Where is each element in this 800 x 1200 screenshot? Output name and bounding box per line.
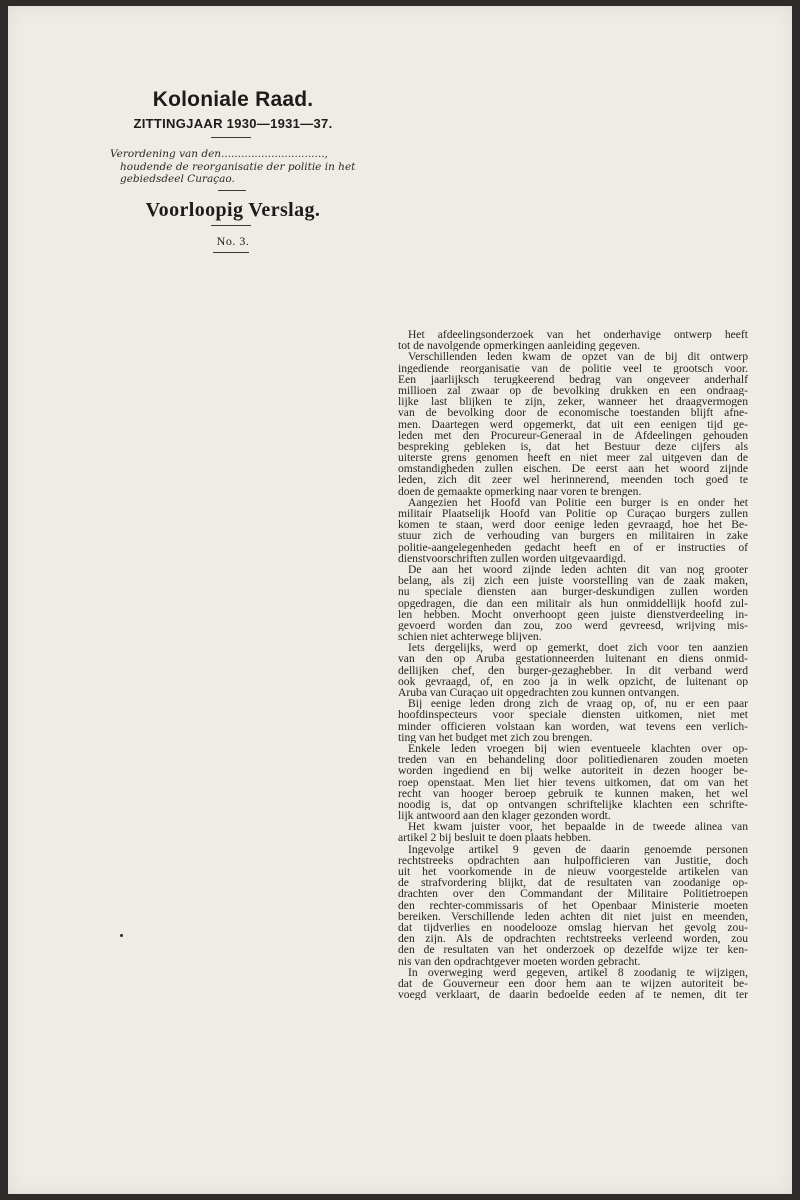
- body-text-line: ting van het budget met zich zou brengen.: [398, 731, 593, 743]
- body-text-line: treden van en behandeling door politiedienaren zouden moeten: [398, 754, 748, 766]
- body-text-line: dellijken chef, den burger-gezaghebber. In dit verband werd: [398, 664, 748, 676]
- body-text-line: uiterste grens genomen heeft en niet meer zal uitgeven dan de: [398, 452, 748, 464]
- body-text-line: Iets dergelijks, werd op gemerkt, doet zich voor ten aanzien: [408, 642, 748, 654]
- body-text-line: voegd verklaart, de daarin bedoelde eeden af te nemen, dit ter: [398, 989, 748, 1001]
- divider: [213, 252, 249, 253]
- body-text-line: De aan het woord zijnde leden achten dit van nog grooter: [408, 563, 748, 576]
- body-text-line: artikel 2 bij besluit te doen plaats hebben.: [398, 832, 592, 844]
- ordinance-line: Verordening van den...............................,: [110, 148, 328, 160]
- body-text-line: lijk antwoord aan den klager gezonden wordt.: [398, 810, 611, 822]
- body-text-line: rechtstreeks opdrachten aan hulpofficieren van Justitie, doch: [398, 854, 748, 866]
- report-title: Voorloopig Verslag.: [145, 199, 321, 221]
- body-text-line: men. Daartegen werd opgemerkt, dat uit een eenigen tijd ge-: [398, 418, 748, 430]
- body-text-line: ingediende reorganisatie van de politie veel te grootsch voor.: [398, 362, 748, 374]
- body-text-line: bespreking gebleken is, dat het Bestuur deze cijfers als: [398, 440, 748, 453]
- body-text-line: hoofdinspecteurs voor speciale diensten uitkomen, niet met: [398, 709, 748, 721]
- body-text-line: van den op Aruba gestationneerden luitenant en diens onmid-: [398, 653, 748, 665]
- body-text-line: recht van hooger beroep gebruik te kunnen maken, het wel: [398, 787, 748, 799]
- body-text-line: Ingevolge artikel 9 geven de daarin genoemde personen: [408, 843, 748, 855]
- body-text-line: den rechter-commissaris of het Openbaar Ministerie moeten: [398, 899, 748, 911]
- body-text-line: stuur zich de verhouding van burgers en militairen in zake: [398, 530, 748, 542]
- body-text-line: lijke last blijken te zijn, zeker, wanneer het draagvermogen: [398, 396, 748, 408]
- body-text-line: nu speciale diensten aan burger-deskundigen zullen worden: [398, 586, 748, 598]
- document-title: Koloniale Raad.: [152, 88, 314, 111]
- body-text-line: millioen zal zwaar op de bevolking drukken en een ondraag-: [398, 384, 748, 397]
- ordinance-line: gebiedsdeel Curaçao.: [120, 173, 235, 185]
- body-text-line: roep openstaat. Men liet hier tevens uitkomen, dat om van het: [398, 776, 748, 788]
- body-text-line: opgedragen, die dan een militair als hun onmiddellijk hoofd zul-: [398, 597, 748, 609]
- report-body: [398, 329, 748, 1000]
- body-text-line: uit het voorkomende in de nieuw voorgestelde artikelen van: [398, 866, 748, 878]
- body-text-line: Enkele leden vroegen bij wien eventueele klachten over op-: [408, 742, 748, 755]
- body-text-line: leden, zich dit zeer wel herinnerend, meenden toch goed te: [398, 474, 748, 486]
- body-text-line: dienstvoorschriften zullen worden uitgevaardigd.: [398, 552, 626, 564]
- session-year: ZITTINGJAAR 1930—1931—37.: [133, 116, 333, 131]
- body-text-line: den de resultaten van het onderzoek op dezelfde wijze ter ken-: [398, 944, 748, 956]
- body-text-line: Aangezien het Hoofd van Politie een burger is en onder het: [408, 496, 748, 508]
- body-text-line: drachten over den Commandant der Militaire Politietroepen: [398, 888, 748, 900]
- body-text-line: Verschillenden leden kwam de opzet van de bij dit ontwerp: [408, 351, 748, 363]
- body-text-line: dat tijdverlies en noodelooze omslag hiervan het gevolg zou-: [398, 921, 748, 934]
- margin-mark: [120, 934, 123, 937]
- body-text-line: leden met den Procureur-Generaal in de Afdeelingen gehouden: [398, 429, 748, 441]
- body-text-line: omstandigheden zullen eischen. De eerst aan het woord zijnde: [398, 463, 748, 475]
- body-text-line: Het kwam juister voor, het bepaalde in de tweede alinea van: [408, 821, 748, 833]
- body-text-line: belang, als zij zich een juiste voorstelling van de zaak maken,: [398, 575, 748, 587]
- body-text-line: Bij eenige leden drong zich de vraag op, of, nu er een paar: [408, 698, 748, 710]
- body-text-line: dat de Gouverneur een door hem aan te wijzen autoriteit be-: [398, 977, 748, 990]
- body-text-line: nis van den opdrachtgever moeten worden gebracht.: [398, 955, 641, 967]
- body-text-line: Het afdeelingsonderzoek van het onderhavige ontwerp heeft: [408, 329, 748, 341]
- body-text-line: ook gevraagd, of, en zoo ja in welk opzicht, de luitenant op: [398, 675, 748, 687]
- body-text-line: tot de navolgende opmerkingen aanleiding gegeven.: [398, 340, 641, 352]
- body-text-line: den zijn. Als de opdrachten rechtstreeks verleend worden, zou: [398, 933, 748, 945]
- document-page: [8, 6, 792, 1194]
- body-text-line: len hebben. Mocht onverhoopt geen juiste dienstverdeeling in-: [398, 608, 748, 620]
- body-text-line: Een jaarlijksch terugkeerend bedrag van ongeveer anderhalf: [398, 373, 748, 385]
- body-text-line: politie-aangelegenheden gedacht heeft en of er instructies of: [398, 541, 748, 553]
- body-text-line: van de bevolking door de economische toestanden blijft afne-: [398, 407, 748, 419]
- body-text-line: noodig is, dat op ontvangen schriftelijke klachten een schrifte-: [398, 798, 748, 811]
- body-text-line: bereiken. Verschillende leden achten dit niet juist en meenden,: [398, 910, 748, 922]
- body-text-line: komen te staan, werd door eenige leden gevraagd, hoe het Be-: [398, 519, 748, 531]
- ordinance-description: [110, 148, 362, 186]
- body-text-line: doen de gemaakte opmerking naar voren te brengen.: [398, 485, 642, 497]
- body-text-line: gevoerd worden dan zou, zoo werd gevreesd, wrijving mis-: [398, 619, 748, 632]
- divider: [218, 190, 246, 191]
- divider: [211, 225, 251, 226]
- ordinance-line: houdende de reorganisatie der politie in het: [120, 160, 356, 173]
- report-number: No. 3.: [216, 234, 250, 248]
- divider: [211, 137, 251, 138]
- body-text-line: Aruba van Curaçao uit opgedrachten zou kunnen ontvangen.: [398, 687, 680, 699]
- body-text-line: worden ingediend en bij welke autoriteit in dezen hooger be-: [398, 765, 748, 777]
- body-text-line: de strafvordering blijkt, dat de resultaten van zoodanige op-: [398, 877, 748, 889]
- body-text-line: militair Plaatselijk Hoofd van Politie op Curaçao burgers zullen: [398, 508, 748, 520]
- body-text-line: minder officieren volstaan kan worden, wat tevens een verlich-: [398, 720, 748, 732]
- body-text-line: In overweging werd gegeven, artikel 8 zoodanig te wijzigen,: [408, 966, 748, 978]
- body-text-line: schien niet achterwege blijven.: [398, 631, 542, 643]
